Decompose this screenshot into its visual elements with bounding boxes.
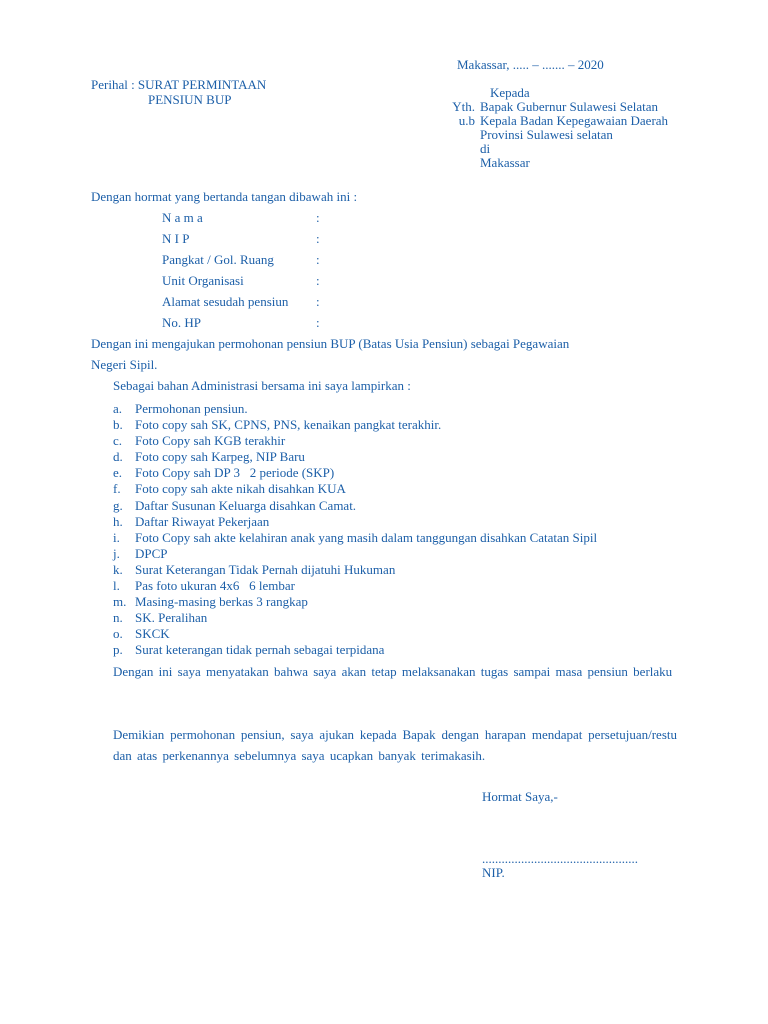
- field-colon: :: [316, 273, 320, 288]
- ub-label: u.b: [458, 113, 475, 128]
- list-text: Surat keterangan tidak pernah sebagai terpidana: [135, 642, 385, 658]
- field-row: [162, 294, 320, 309]
- field-row: [162, 273, 320, 288]
- list-text: Foto Copy sah KGB terakhir: [135, 433, 286, 449]
- list-item: [113, 626, 597, 642]
- list-marker: b.: [113, 417, 123, 433]
- field-label: N I P: [162, 231, 190, 246]
- list-marker: l.: [113, 578, 120, 594]
- list-marker: j.: [113, 545, 120, 561]
- request-line-1: Dengan ini mengajukan permohonan pensiun BUP (Batas Usia Pensiun) sebagai Pegawaian: [91, 336, 570, 351]
- recipient-city: Makassar: [480, 155, 530, 170]
- list-text: SK. Peralihan: [135, 610, 208, 626]
- list-text: Permohonan pensiun.: [135, 401, 248, 416]
- recipient-di: di: [480, 141, 491, 156]
- list-text: Daftar Susunan Keluarga disahkan Camat.: [135, 497, 357, 513]
- yth-label: Yth.: [452, 99, 475, 114]
- list-text: SKCK: [135, 626, 170, 642]
- list-item: [113, 594, 597, 610]
- list-marker: f.: [113, 481, 121, 497]
- signature-greeting: Hormat Saya,-: [482, 789, 558, 804]
- field-row: [162, 231, 320, 246]
- list-item: [113, 530, 597, 546]
- list-marker: k.: [113, 561, 123, 577]
- field-label: Unit Organisasi: [162, 273, 244, 288]
- list-marker: i.: [113, 529, 120, 545]
- recipient-name: Bapak Gubernur Sulawesi Selatan: [480, 99, 658, 114]
- list-item: [113, 401, 597, 417]
- statement-paragraph: Dengan ini saya menyatakan bahwa saya akan tetap melaksanakan tugas sampai masa pensiun berlaku: [113, 664, 673, 679]
- field-colon: :: [316, 210, 320, 225]
- field-colon: :: [316, 294, 320, 309]
- request-line-2: Negeri Sipil.: [91, 357, 158, 372]
- list-marker: o.: [113, 626, 123, 642]
- field-colon: :: [316, 315, 320, 330]
- place-date: Makassar, ..... – ....... – 2020: [457, 57, 604, 72]
- list-marker: n.: [113, 610, 123, 626]
- subject-label: Perihal : SURAT PERMINTAAN: [91, 77, 267, 92]
- list-text: Foto copy sah Karpeg, NIP Baru: [135, 449, 305, 465]
- list-text: Masing-masing berkas 3 rangkap: [135, 594, 308, 610]
- list-item: [113, 433, 597, 449]
- list-marker: d.: [113, 449, 123, 465]
- field-label: Alamat sesudah pensiun: [162, 294, 289, 309]
- list-text: Foto Copy sah DP 3 2 periode (SKP): [135, 465, 335, 481]
- list-text: Foto Copy sah akte kelahiran anak yang masih dalam tanggungan disahkan Catatan Sipil: [135, 529, 598, 545]
- recipient-block: [441, 86, 668, 170]
- attachments-list: [113, 401, 597, 659]
- field-row: [162, 315, 320, 330]
- list-text: Surat Keterangan Tidak Pernah dijatuhi Hukuman: [135, 561, 396, 577]
- signature-nip: NIP.: [482, 865, 505, 880]
- list-item: [113, 498, 597, 514]
- field-label: N a m a: [162, 210, 203, 225]
- list-text: Foto copy sah SK, CPNS, PNS, kenaikan pangkat terakhir.: [135, 417, 442, 433]
- list-item: [113, 642, 597, 658]
- list-text: Daftar Riwayat Pekerjaan: [135, 513, 270, 529]
- list-item: [113, 610, 597, 626]
- list-marker: m.: [113, 594, 127, 610]
- list-item: [113, 417, 597, 433]
- recipient-kepada: Kepada: [490, 85, 530, 100]
- field-label: Pangkat / Gol. Ruang: [162, 252, 274, 267]
- signature-line: ................................................: [482, 851, 638, 866]
- field-colon: :: [316, 252, 320, 267]
- field-colon: :: [316, 231, 320, 246]
- opening-line: Dengan hormat yang bertanda tangan dibawah ini :: [91, 189, 358, 204]
- list-item: [113, 514, 597, 530]
- list-marker: g.: [113, 497, 123, 513]
- list-marker: e.: [113, 465, 123, 481]
- field-row: [162, 210, 320, 225]
- list-marker: a.: [113, 401, 123, 416]
- field-label: No. HP: [162, 315, 202, 330]
- attachments-intro: Sebagai bahan Administrasi bersama ini saya lampirkan :: [113, 378, 411, 393]
- list-item: [113, 449, 597, 465]
- list-item: [113, 578, 597, 594]
- list-item: [113, 546, 597, 562]
- list-item: [113, 481, 597, 497]
- list-item: [113, 465, 597, 481]
- field-row: [162, 252, 320, 267]
- list-marker: h.: [113, 513, 123, 529]
- list-item: [113, 562, 597, 578]
- list-text: Pas foto ukuran 4x6 6 lembar: [135, 578, 295, 594]
- subject-line2: PENSIUN BUP: [148, 92, 232, 107]
- recipient-via: Kepala Badan Kepegawaian Daerah: [480, 113, 669, 128]
- list-marker: c.: [113, 433, 123, 449]
- list-marker: p.: [113, 642, 123, 658]
- recipient-province: Provinsi Sulawesi selatan: [480, 127, 613, 142]
- list-text: Foto copy sah akte nikah disahkan KUA: [135, 481, 346, 497]
- list-text: DPCP: [135, 545, 168, 561]
- closing-paragraph: Demikian permohonan pensiun, saya ajukan kepada Bapak dengan harapan mendapat persetujuan/restu dan atas perkenannya sebelumnya saya ucapkan banyak terimakasih.: [113, 727, 677, 763]
